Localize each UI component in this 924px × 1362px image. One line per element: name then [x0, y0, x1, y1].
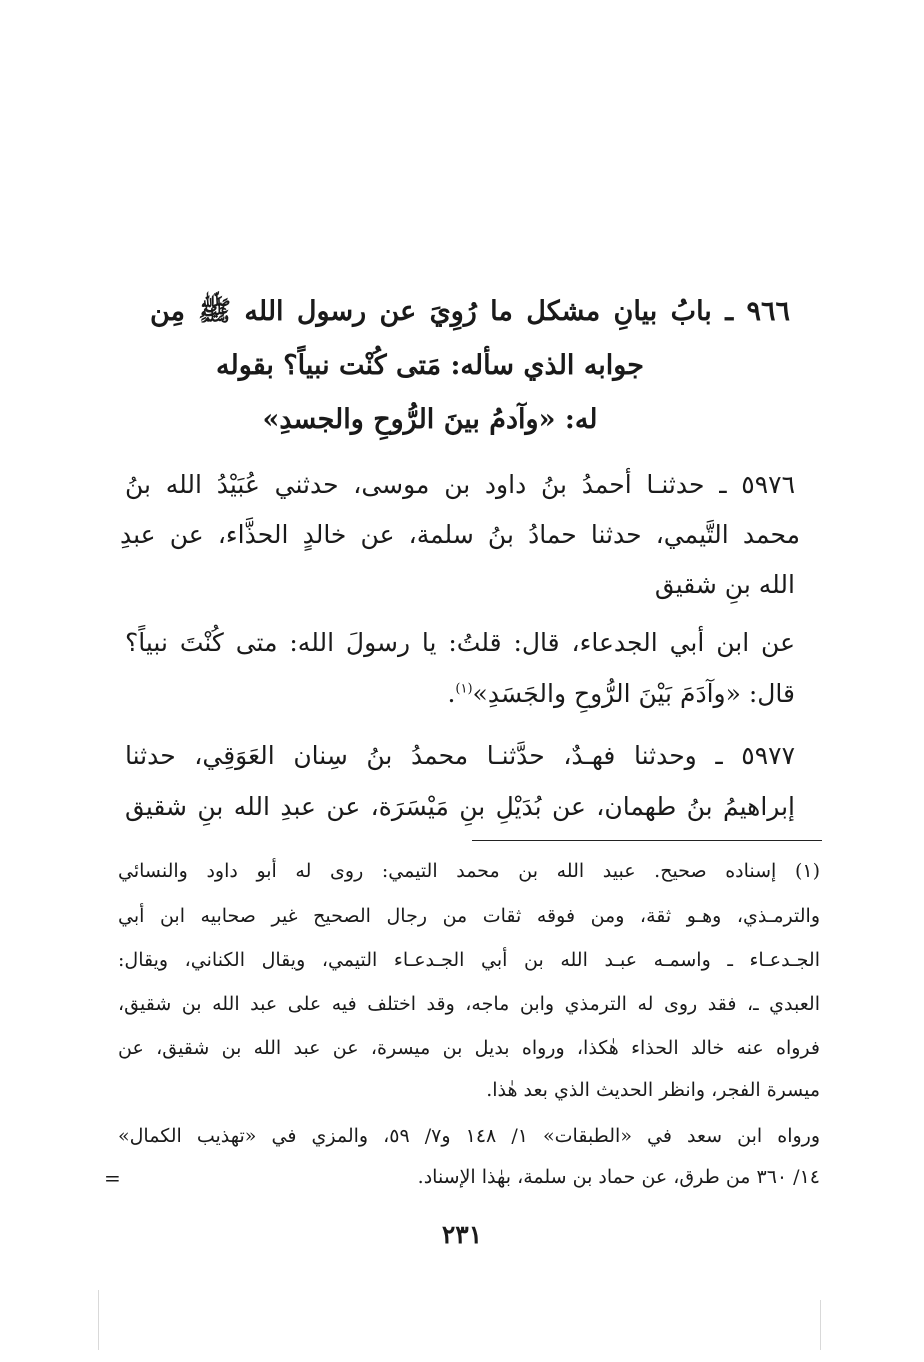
- continuation-mark: =: [104, 1166, 121, 1190]
- footnote-line-8: ١٤/ ٣٦٠ من طرق، عن حماد بن سلمة، بهٰذا الإسناد.: [417, 1166, 820, 1188]
- hadith-5977-line-2: إبراهيمُ بنُ طهمان، عن بُدَيْلِ بنِ مَيْسَرَة، عن عبدِ الله بنِ شقيق: [125, 792, 795, 821]
- footnote-line-6: ميسرة الفجر، وانظر الحديث الذي بعد هٰذا.: [486, 1079, 820, 1101]
- chapter-heading-line-3: له: «وآدمُ بينَ الرُّوحِ والجسدِ»: [262, 404, 598, 435]
- hadith-5976-matn-line-2: [125, 681, 795, 706]
- footnote-line-3: الجـدعـاء ـ واسمـه عبـد الله بن أبي الجـدعـاء التيمي، ويقال الكناني، ويقال:: [118, 949, 820, 971]
- footnote-ref-1: (١): [455, 681, 473, 697]
- footnote-line-5: فرواه عنه خالد الحذاء هٰكذا، ورواه بديل بن ميسرة، عن عبد الله بن شقيق، عن: [118, 1037, 820, 1059]
- footnote-separator: [472, 840, 822, 841]
- footnote-line-4: العبدي ـ، فقد روى له الترمذي وابن ماجه، وقد اختلف فيه على عبد الله بن شقيق،: [118, 993, 820, 1015]
- hadith-5976-line-3: الله بنِ شقيق: [654, 570, 795, 599]
- hadith-5976-matn-line-1: عن ابن أبي الجدعاء، قال: قلتُ: يا رسولَ الله: متى كُنْتَ نبياً؟: [125, 628, 795, 657]
- hadith-5977-line-1: ٥٩٧٧ ـ وحدثنا فهـدٌ، حدَّثنـا محمدُ بنُ سِنان العَوَقِي، حدثنا: [125, 741, 795, 770]
- scan-edge-mark: [820, 1300, 821, 1350]
- footnote-line-2: والترمـذي، وهـو ثقة، ومن فوقه ثقات من رجال الصحيح غير صحابيه ابن أبي: [118, 905, 820, 927]
- matn-end-punct: .: [447, 679, 456, 708]
- chapter-heading-line-1: ٩٦٦ ـ بابُ بيانِ مشكل ما رُوِيَ عن رسول الله ﷺ مِن: [150, 296, 790, 327]
- hadith-5976-line-2: محمد التَّيمي، حدثنا حمادُ بنُ سلمة، عن خالدٍ الحذَّاء، عن عبدِ: [120, 520, 800, 549]
- scan-edge-mark: [98, 1290, 99, 1350]
- chapter-heading-line-2: جوابه الذي سأله: مَتى كُنْت نبياً؟ بقوله: [216, 350, 644, 381]
- page-number: ٢٣١: [441, 1220, 483, 1249]
- footnote-line-7: ورواه ابن سعد في «الطبقات» ١/ ١٤٨ و٧/ ٥٩، والمزي في «تهذيب الكمال»: [118, 1125, 821, 1147]
- footnote-line-1: (١) إسناده صحيح. عبيد الله بن محمد التيمي: روى له أبو داود والنسائي: [118, 860, 820, 882]
- matn-quote: قال: «وآدَمَ بَيْنَ الرُّوحِ والجَسَدِ»: [472, 679, 795, 708]
- hadith-5976-line-1: ٥٩٧٦ ـ حدثنـا أحمدُ بنُ داود بن موسى، حدثني عُبَيْدُ الله بنُ: [125, 470, 795, 499]
